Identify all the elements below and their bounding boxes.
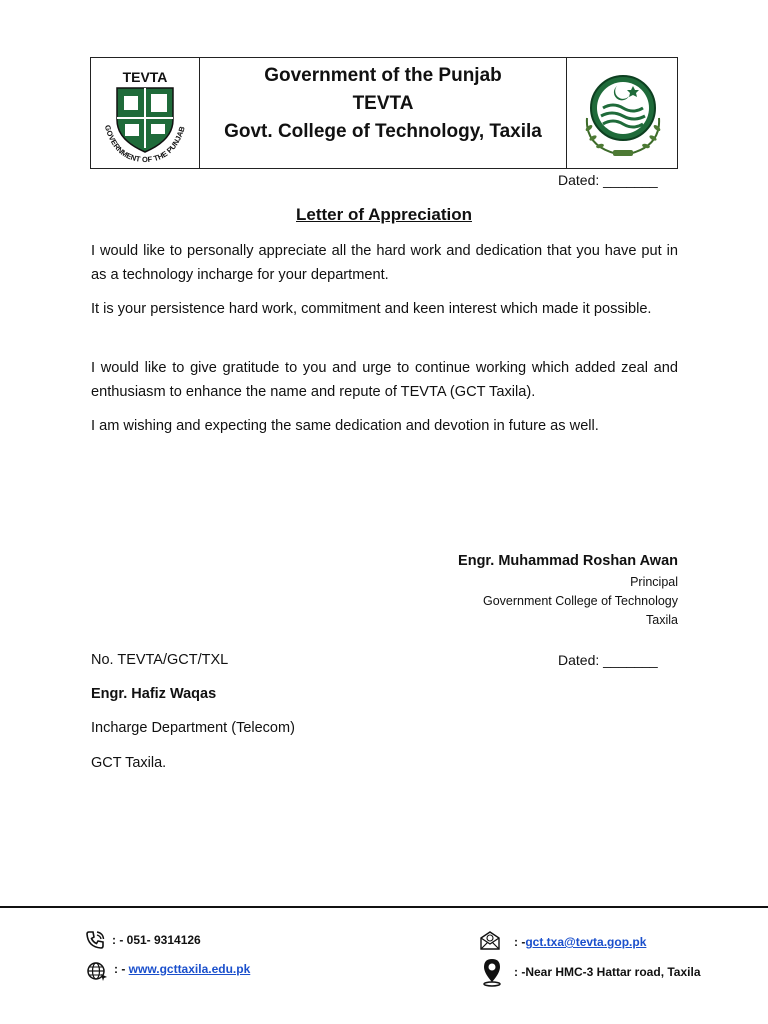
header-line-1: Government of the Punjab: [264, 65, 502, 86]
recipient-dept: Incharge Department (Telecom): [91, 720, 295, 736]
reference-dated: Dated: _______: [558, 652, 658, 668]
location-pin-icon: [480, 957, 504, 992]
paragraph-1: I would like to personally appreciate all the hard work and dedication that you have put in as a technology incharge for your department.: [91, 243, 678, 283]
footer-divider: [0, 906, 768, 908]
signature-name: Engr. Muhammad Roshan Awan: [458, 553, 678, 569]
paragraph-3: I would like to give gratitude to you and urge to continue working which added zeal and enthusiasm to enhance the name and repute of TEVTA (GCT Taxila).: [91, 360, 678, 400]
recipient-place: GCT Taxila.: [91, 755, 167, 771]
tevta-logo: [91, 58, 200, 168]
tevta-logo-label: TEVTA: [122, 69, 168, 85]
header-line-3: Govt. College of Technology, Taxila: [224, 121, 542, 142]
paragraph-2: It is your persistence hard work, commitment and keen interest which made it possible.: [91, 301, 652, 317]
signature-city: Taxila: [646, 613, 678, 627]
footer-address: : -Near HMC-3 Hattar road, Taxila: [514, 965, 701, 979]
signature-role: Principal: [630, 575, 678, 589]
signature-org: Government College of Technology: [482, 594, 678, 608]
footer-web-prefix: : -: [114, 962, 129, 976]
website-link[interactable]: www.gcttaxila.edu.pk: [128, 962, 251, 976]
tevta-logo-ring: GOVERNMENT OF THE PUNJAB: [102, 123, 187, 165]
reference-number: No. TEVTA/GCT/TXL: [91, 652, 229, 668]
paragraph-4: I am wishing and expecting the same dedication and devotion in future as well.: [91, 418, 599, 434]
header-title: [199, 62, 567, 146]
email-icon: [478, 929, 502, 956]
header-line-2: TEVTA: [352, 93, 414, 114]
letterhead: [90, 57, 678, 169]
recipient-name: Engr. Hafiz Waqas: [91, 686, 217, 702]
letter-title: Letter of Appreciation: [296, 205, 472, 224]
footer-phone: : - 051- 9314126: [112, 933, 201, 947]
email-link[interactable]: gct.txa@tevta.gop.pk: [525, 935, 647, 949]
dated-top: Dated: _______: [558, 172, 658, 188]
punjab-emblem: [566, 58, 677, 168]
footer-email-prefix: : -: [514, 935, 526, 949]
footer-email: [514, 935, 646, 949]
phone-icon: [84, 929, 106, 956]
globe-icon: [86, 960, 108, 987]
footer-web: [114, 962, 250, 976]
